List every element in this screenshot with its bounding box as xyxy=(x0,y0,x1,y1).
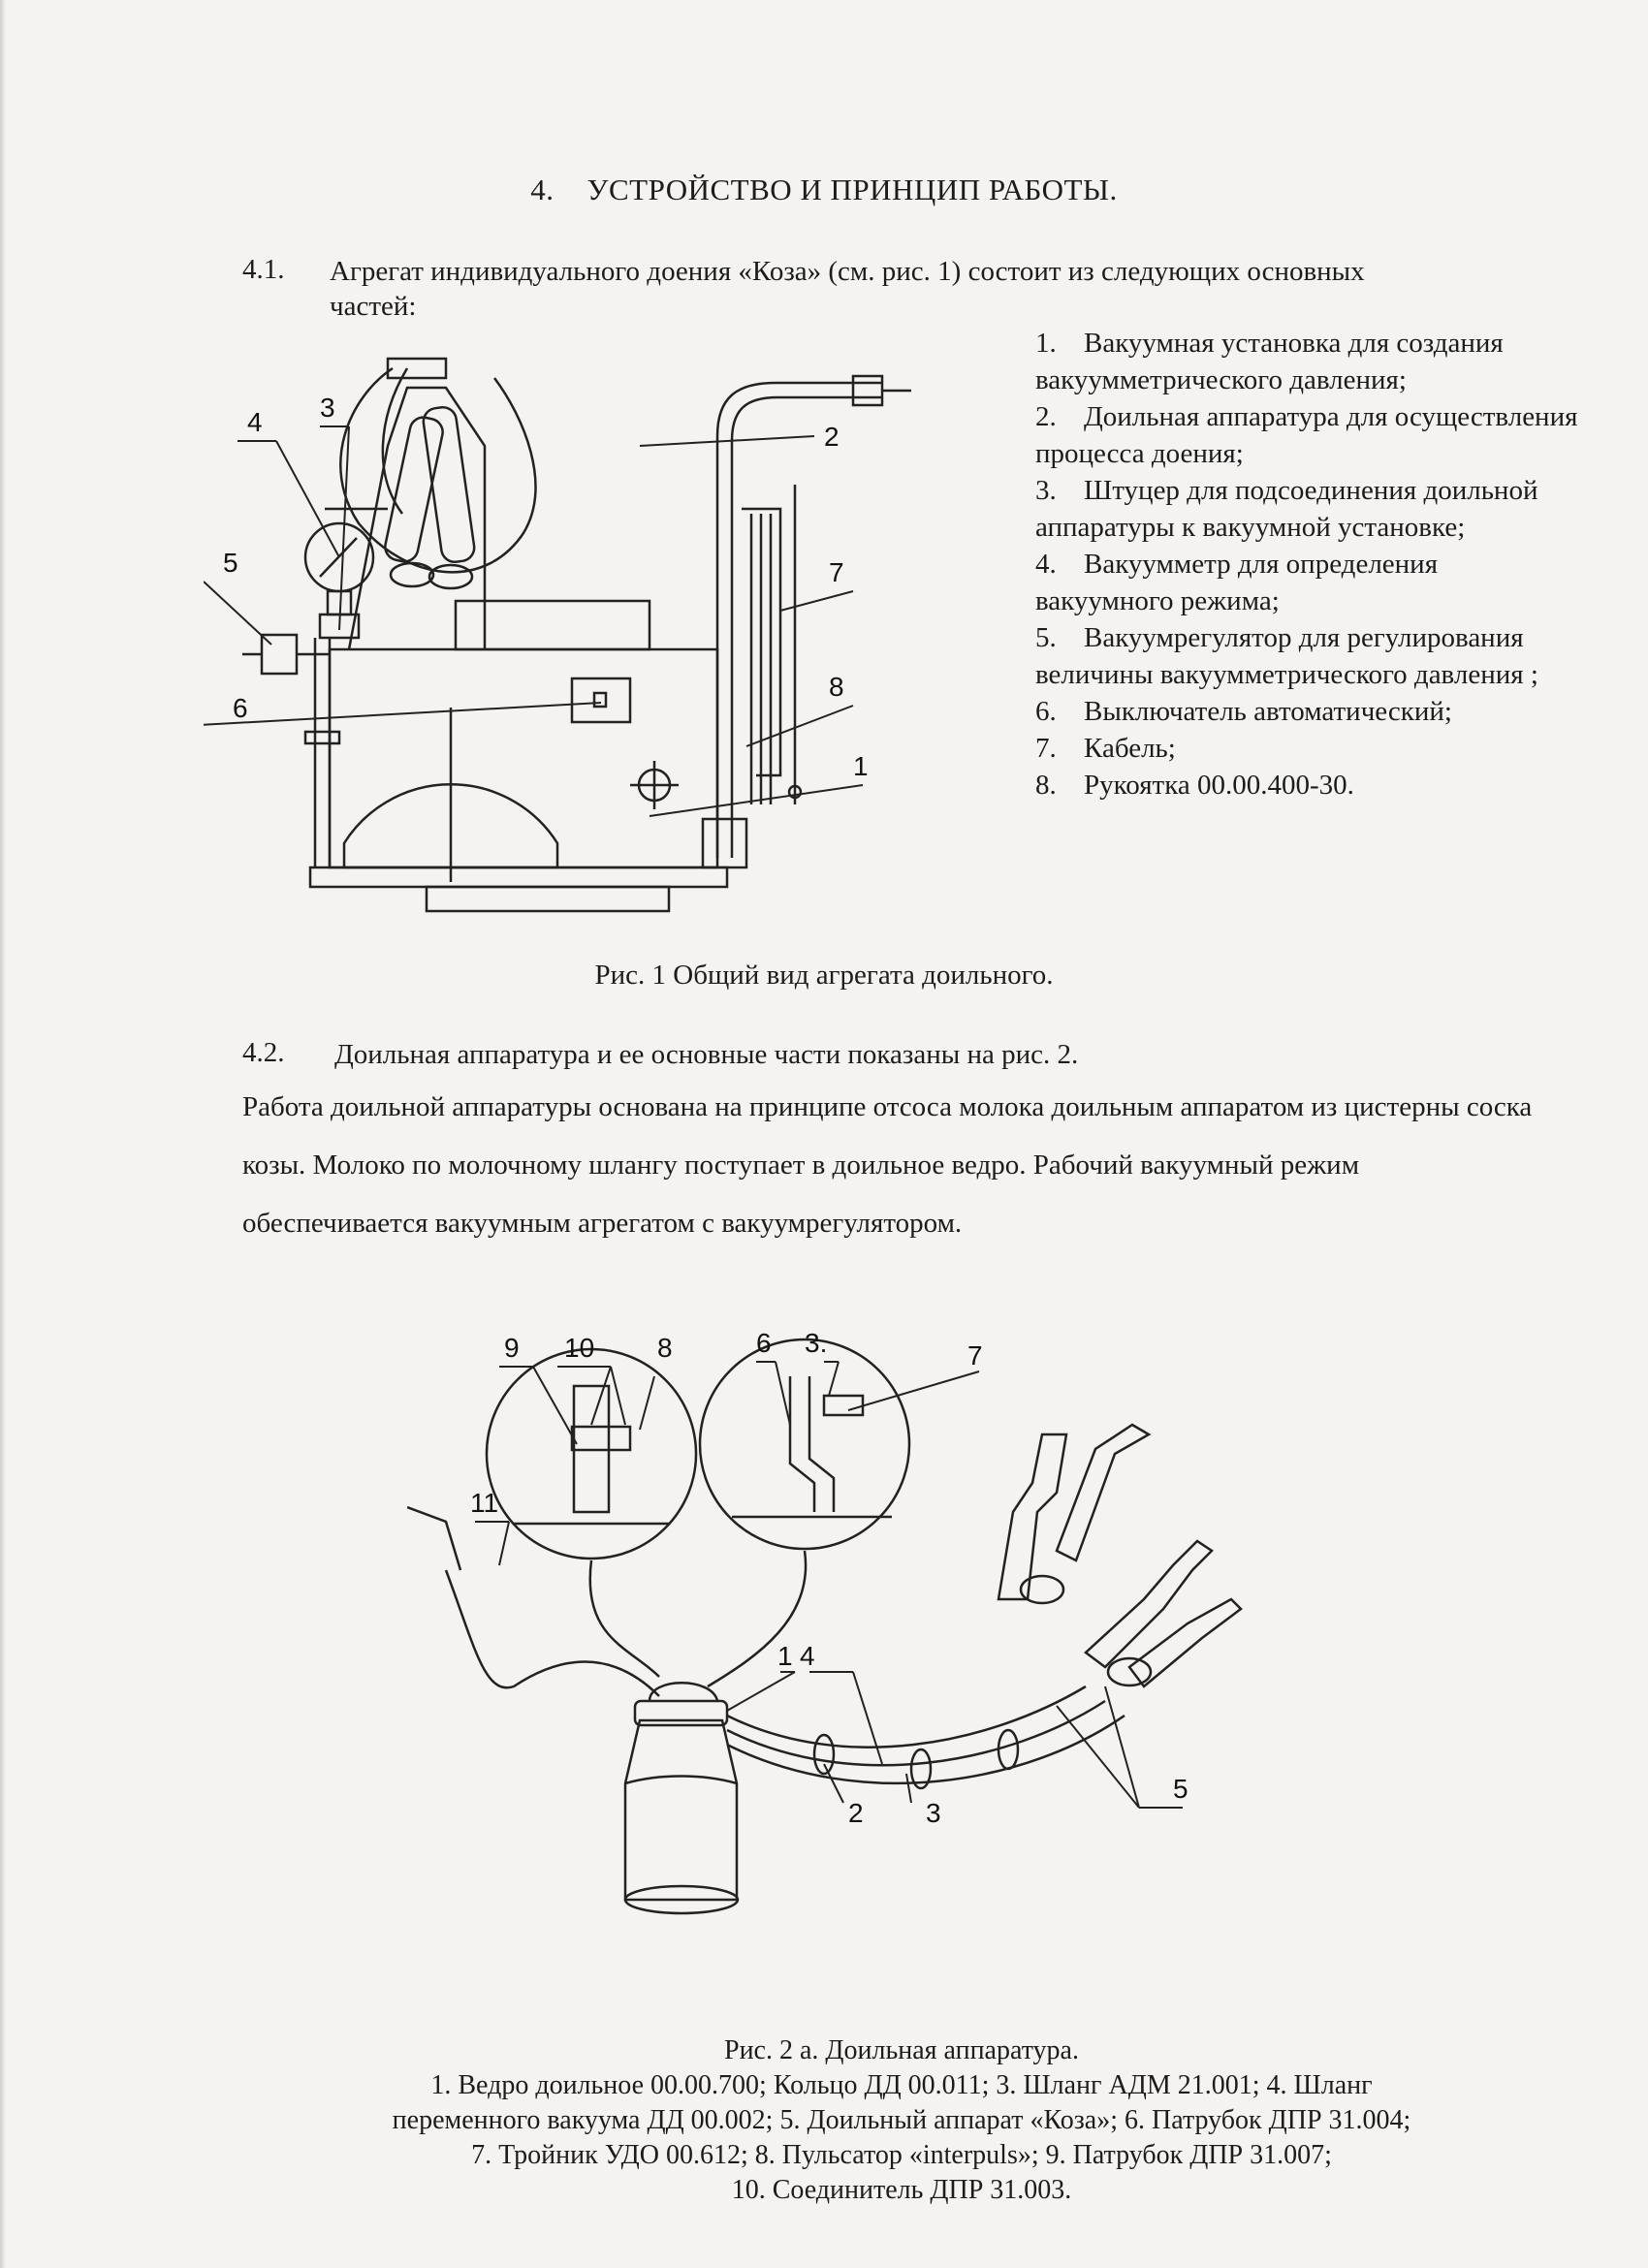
fig2-callout-1: 1 xyxy=(777,1641,793,1671)
figure-2-caption-line: 10. Соединитель ДПР 31.003. xyxy=(731,2175,1072,2205)
legend-item: 5. Вакуумрегулятор для регулирования величины вакуумметрического давления ; xyxy=(1035,622,1538,690)
teat-cup-left xyxy=(998,1434,1066,1599)
legend-item: 8. Рукоятка 00.00.400-30. xyxy=(1035,770,1354,801)
fig2-callout-3: 3 xyxy=(926,1798,941,1828)
figure-2-caption-line: переменного вакуума ДД 00.002; 5. Доильный аппарат «Коза»; 6. Патрубок ДПР 31.004; xyxy=(392,2105,1411,2135)
fig2-callout-10: 10 xyxy=(564,1333,595,1363)
fig2-callout-5: 5 xyxy=(1173,1774,1188,1804)
fig1-callout-2: 2 xyxy=(824,422,840,452)
detail-circle-pulsator xyxy=(487,1349,696,1559)
fig2-callout-11: 11 xyxy=(470,1488,499,1518)
fig1-callout-5: 5 xyxy=(223,548,238,578)
paragraph-4-1-line2: частей: xyxy=(330,291,417,322)
teat-cup-right xyxy=(1086,1541,1212,1667)
unit-cabinet xyxy=(330,649,717,867)
fig2-callout-7: 7 xyxy=(967,1340,983,1370)
upper-housing xyxy=(349,388,485,649)
fig2-callout-8: 8 xyxy=(657,1333,673,1363)
figure-2-caption-title: Рис. 2 а. Доильная аппаратура. xyxy=(724,2035,1079,2065)
fig2-callout-9: 9 xyxy=(504,1333,520,1363)
figure-1-legend xyxy=(1035,325,1578,803)
legend-item: 7. Кабель; xyxy=(1035,733,1176,764)
paragraph-4-1 xyxy=(330,254,1590,324)
figure-2-caption xyxy=(233,2033,1570,2208)
paragraph-number-4-2: 4.2. xyxy=(242,1037,285,1068)
fig1-callout-4: 4 xyxy=(247,407,263,437)
fig2-callout-2: 2 xyxy=(848,1798,864,1828)
figure-2-caption-line: 7. Тройник УДО 00.612; 8. Пульсатор «interpuls»; 9. Патрубок ДПР 31.007; xyxy=(471,2140,1332,2170)
figure-1-caption: Рис. 1 Общий вид агрегата доильного. xyxy=(594,960,1054,991)
legend-item: 2. Доильная аппаратура для осуществления процесса доения; xyxy=(1035,401,1578,469)
figure-2-drawing xyxy=(407,1318,1280,1938)
figure-2-caption-line: 1. Ведро доильное 00.00.700; Кольцо ДД 00.011; 3. Шланг АДМ 21.001; 4. Шланг xyxy=(430,2070,1373,2100)
fig1-callout-3: 3 xyxy=(320,393,335,423)
figure-1-drawing xyxy=(204,339,940,921)
section-title: УСТРОЙСТВО И ПРИНЦИП РАБОТЫ. xyxy=(586,173,1118,206)
section-heading xyxy=(0,173,1648,207)
milk-bucket xyxy=(625,1720,737,1900)
legend-item: 4. Вакуумметр для определения вакуумного режима; xyxy=(1035,549,1439,616)
fig2-callout-6: 6 xyxy=(756,1328,772,1358)
fig1-callout-6: 6 xyxy=(233,693,248,723)
paragraph-4-2: Доильная аппаратура и ее основные части показаны на рис. 2. xyxy=(334,1039,1079,1070)
paragraph-4-1-line1: Агрегат индивидуального доения «Коза» (см. рис. 1) состоит из следующих основных xyxy=(330,256,1365,287)
body-paragraph: Работа доильной аппаратуры основана на принципе отсоса молока доильным аппаратом из цистерны соска козы. Молоко по молочному шлангу поступает в доильное ведро. Рабочий вакуумный режим обеспечивается вакуумным агрегатом с вакуумрегулятором. xyxy=(242,1091,1533,1239)
legend-item: 1. Вакуумная установка для создания вакуумметрического давления; xyxy=(1035,328,1504,395)
fig1-callout-7: 7 xyxy=(829,557,844,587)
paragraph-number-4-1: 4.1. xyxy=(242,254,285,285)
legend-item: 6. Выключатель автоматический; xyxy=(1035,696,1452,727)
section-number: 4. xyxy=(530,173,555,206)
scan-edge xyxy=(0,0,6,2268)
fig1-callout-8: 8 xyxy=(829,672,844,702)
legend-item: 3. Штуцер для подсоединения доильной аппаратуры к вакуумной установке; xyxy=(1035,475,1538,543)
hose-11 xyxy=(446,1570,659,1696)
vacuum-hose xyxy=(590,1560,659,1677)
fig2-callout-3-detail: 3. xyxy=(805,1328,828,1358)
fig1-callout-1: 1 xyxy=(853,751,869,781)
fig2-callout-4: 4 xyxy=(800,1641,815,1671)
